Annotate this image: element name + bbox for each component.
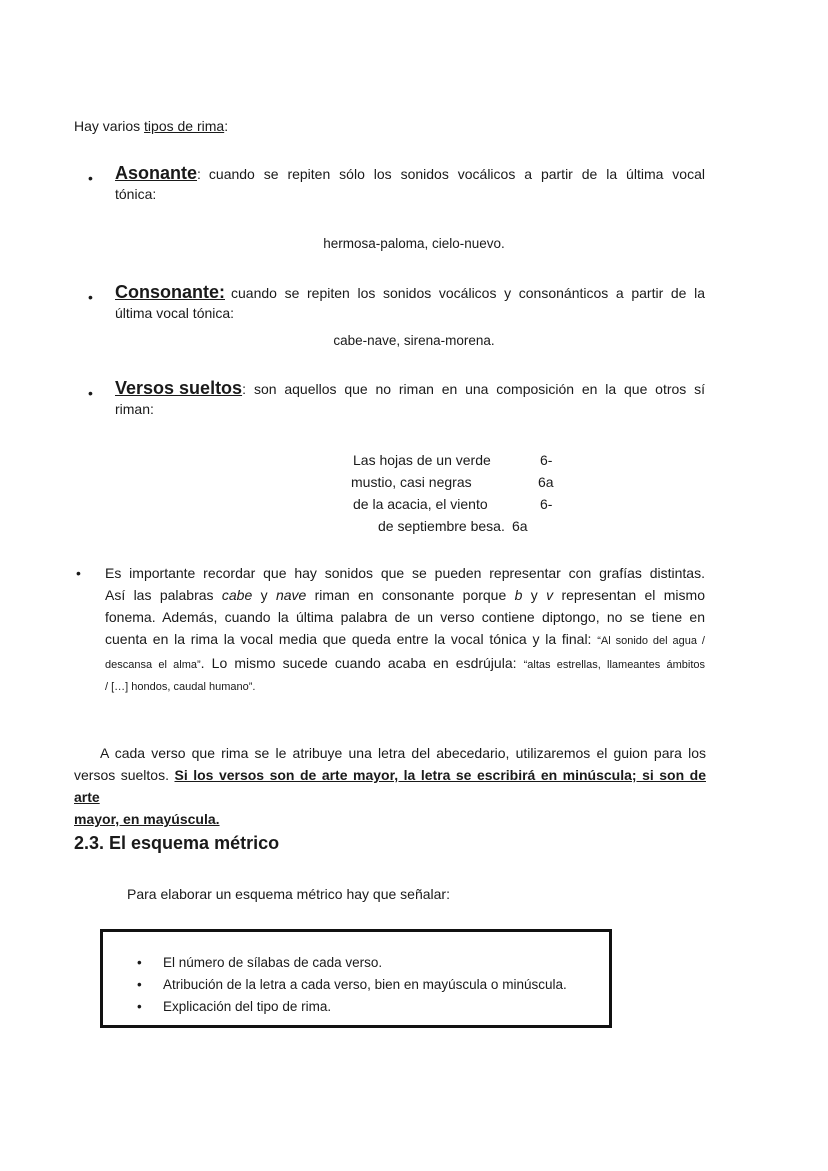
asonante-desc-line1: cuando se repiten sólo los sonidos vocálicos a partir de la última vocal — [208, 166, 705, 182]
note-line-2: Así las palabras cabe y nave riman en consonante porque b y v representan el mismo — [105, 587, 705, 603]
intro-line — [74, 118, 228, 134]
letter-b: b — [514, 587, 523, 603]
bullet-dot: • — [137, 999, 142, 1014]
quote-estrellas: “altas estrellas, llameantes ámbitos — [523, 659, 705, 671]
versos-sueltos-desc-line1: son aquellos que no riman en una composición en la que otros sí — [253, 381, 705, 397]
assign-line-1: A cada verso que rima se le atribuye una letra del abecedario, utilizaremos el guion para los — [100, 745, 706, 761]
term-separator: : — [197, 166, 201, 182]
bullet-dot: • — [88, 385, 93, 401]
note-line-3: fonema. Además, cuando la última palabra de un verso contiene diptongo, no se tiene en — [105, 609, 705, 625]
intro-colon: : — [224, 118, 229, 134]
poem-verse-1: Las hojas de un verde — [353, 452, 491, 468]
note-line-1: Es importante recordar que hay sonidos que se pueden representar con grafías distintas. — [105, 565, 705, 581]
term-separator: : — [242, 381, 246, 397]
consonante-desc-line1: cuando se repiten los sonidos vocálicos y consonánticos a partir de la — [231, 285, 705, 301]
bullet-asonante — [115, 163, 705, 202]
poem-mark-3: 6- — [540, 496, 553, 512]
quote-agua: “Al sonido del agua / — [597, 635, 705, 647]
word-nave: nave — [275, 587, 307, 603]
rhyme-types-link: tipos de rima — [144, 118, 225, 134]
note-line-4: cuenta en la rima la vocal media que queda entre la vocal tónica y la final: “Al sonido del agua / — [105, 631, 705, 647]
asonante-desc-line2: tónica: — [115, 186, 157, 202]
assign-rule-emphasis: Si los versos son de arte mayor, la letra se escribirá en minúscula; si son de arte — [74, 767, 706, 805]
note-paragraph — [105, 562, 705, 698]
section-title: 2.3. El esquema métrico — [74, 833, 280, 853]
poem-verse-2: mustio, casi negras — [351, 474, 472, 490]
word-cabe: cabe — [221, 587, 253, 603]
term-asonante: Asonante — [115, 163, 198, 183]
asonante-example: hermosa-paloma, cielo-nuevo. — [323, 236, 505, 251]
assign-line-2: versos sueltos. Si los versos son de arte mayor, la letra se escribirá en minúscula; si son de arte — [74, 767, 706, 805]
consonante-desc-line2: última vocal tónica: — [115, 305, 235, 321]
poem-mark-4: 6a — [512, 518, 528, 534]
poem-mark-1: 6- — [540, 452, 553, 468]
letter-v: v — [546, 587, 554, 603]
versos-sueltos-desc-line2: riman: — [115, 401, 154, 417]
intro-text: Hay varios — [74, 118, 145, 134]
bullet-consonante — [115, 282, 705, 321]
bullet-dot: • — [88, 289, 93, 305]
metric-scheme-box — [100, 929, 612, 1028]
term-consonante: Consonante: — [115, 282, 225, 302]
poem-mark-2: 6a — [538, 474, 554, 490]
bullet-versos-sueltos — [115, 378, 705, 417]
bullet-dot: • — [88, 170, 93, 186]
list-item: • Explicación del tipo de rima. — [103, 996, 609, 1018]
poem-verse-4: de septiembre besa. — [378, 518, 505, 534]
list-item: • El número de sílabas de cada verso. — [103, 952, 609, 974]
note-line-5: descansa el alma”. Lo mismo sucede cuando acaba en esdrújula: “altas estrellas, llameantes ámbitos — [105, 655, 705, 671]
quote-alma: descansa el alma” — [105, 659, 201, 671]
assign-line-3: mayor, en mayúscula. — [74, 811, 220, 827]
bullet-dot: • — [137, 977, 142, 992]
consonante-example: cabe-nave, sirena-morena. — [333, 333, 495, 348]
bullet-dot: • — [76, 565, 81, 581]
poem-verse-3: de la acacia, el viento — [353, 496, 488, 512]
note-line-6: / […] hondos, caudal humano”. — [105, 681, 256, 693]
assign-paragraph — [74, 742, 706, 830]
term-versos-sueltos: Versos sueltos — [115, 378, 243, 398]
bullet-dot: • — [137, 955, 142, 970]
list-item: • Atribución de la letra a cada verso, bien en mayúscula o minúscula. — [103, 974, 609, 996]
section-lead: Para elaborar un esquema métrico hay que señalar: — [127, 886, 450, 902]
